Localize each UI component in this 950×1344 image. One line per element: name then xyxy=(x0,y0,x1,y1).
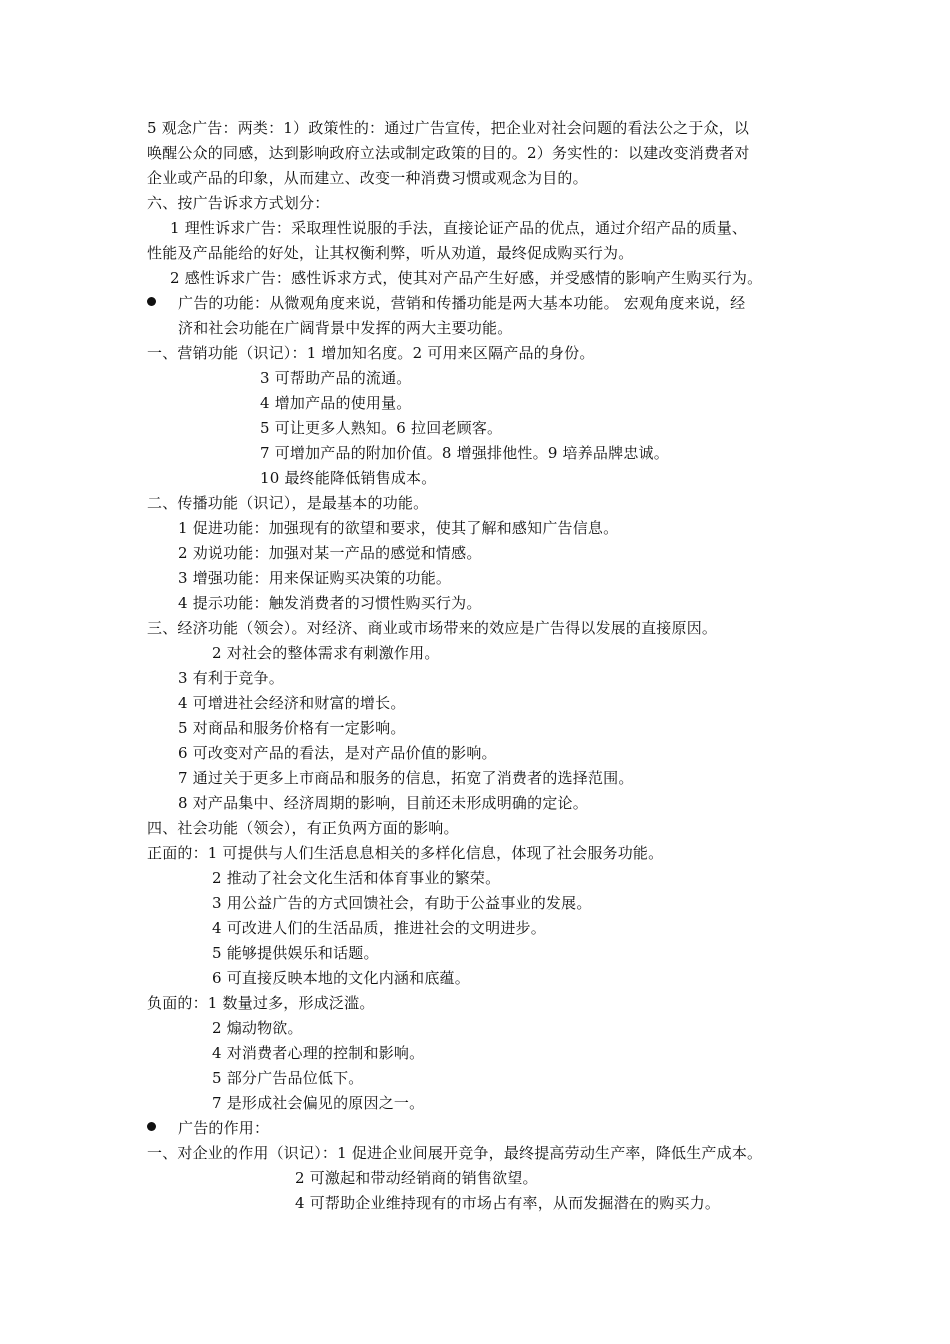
list-item: 4 增加产品的使用量。 xyxy=(260,394,412,412)
list-item: 5 对商品和服务价格有一定影响。 xyxy=(178,719,406,737)
list-item: 1 促进功能：加强现有的欲望和要求，使其了解和感知广告信息。 xyxy=(178,519,619,537)
list-item: 2 煽动物欲。 xyxy=(212,1019,303,1037)
list-item: 7 是形成社会偏见的原因之一。 xyxy=(212,1094,425,1112)
section-heading: 六、按广告诉求方式划分： xyxy=(147,194,330,212)
text-line: 企业或产品的印象，从而建立、改变一种消费习惯或观念为目的。 xyxy=(147,169,588,187)
section-heading: 一、营销功能（识记）：1 增加知名度。2 可用来区隔产品的身份。 xyxy=(147,344,595,362)
list-item: 7 通过关于更多上市商品和服务的信息，拓宽了消费者的选择范围。 xyxy=(178,769,634,787)
list-item: 负面的：1 数量过多，形成泛滥。 xyxy=(147,994,375,1012)
list-item: 5 部分广告品位低下。 xyxy=(212,1069,364,1087)
section-heading: 四、社会功能（领会），有正负两方面的影响。 xyxy=(147,819,459,837)
section-heading: 三、经济功能（领会）。对经济、商业或市场带来的效应是广告得以发展的直接原因。 xyxy=(147,619,718,637)
list-item: 4 可改进人们的生活品质，推进社会的文明进步。 xyxy=(212,919,546,937)
list-item: 2 对社会的整体需求有刺激作用。 xyxy=(212,644,440,662)
text-line: 性能及产品能给的好处，让其权衡利弊，听从劝道，最终促成购买行为。 xyxy=(147,244,634,262)
list-item: 正面的：1 可提供与人们生活息息相关的多样化信息，体现了社会服务功能。 xyxy=(147,844,664,862)
bullet-icon xyxy=(147,297,156,306)
text-line: 1 理性诉求广告：采取理性说服的手法，直接论证产品的优点，通过介绍产品的质量、 xyxy=(170,219,748,237)
list-item: 6 可直接反映本地的文化内涵和底蕴。 xyxy=(212,969,470,987)
text-line: 济和社会功能在广阔背景中发挥的两大主要功能。 xyxy=(178,319,513,337)
text-line: 广告的功能：从微观角度来说，营销和传播功能是两大基本功能。 宏观角度来说，经 xyxy=(178,294,746,312)
list-item: 2 推动了社会文化生活和体育事业的繁荣。 xyxy=(212,869,501,887)
list-item: 8 对产品集中、经济周期的影响，目前还未形成明确的定论。 xyxy=(178,794,588,812)
list-item: 3 用公益广告的方式回馈社会，有助于公益事业的发展。 xyxy=(212,894,592,912)
list-item: 5 可让更多人熟知。6 拉回老顾客。 xyxy=(260,419,503,437)
text-line: 2 感性诉求广告：感性诉求方式，使其对产品产生好感，并受感情的影响产生购买行为。 xyxy=(170,269,763,287)
list-item: 4 提示功能：触发消费者的习惯性购买行为。 xyxy=(178,594,482,612)
list-item: 2 可激起和带动经销商的销售欲望。 xyxy=(295,1169,538,1187)
list-item: 3 可帮助产品的流通。 xyxy=(260,369,412,387)
list-item: 7 可增加产品的附加价值。8 增强排他性。9 培养品牌忠诚。 xyxy=(260,444,669,462)
list-item: 3 增强功能：用来保证购买决策的功能。 xyxy=(178,569,452,587)
section-heading: 一、对企业的作用（识记）：1 促进企业间展开竞争，最终提高劳动生产率，降低生产成本。 xyxy=(147,1144,763,1162)
list-item: 4 可帮助企业维持现有的市场占有率，从而发掘潜在的购买力。 xyxy=(295,1194,721,1212)
list-item: 4 对消费者心理的控制和影响。 xyxy=(212,1044,425,1062)
list-item: 2 劝说功能：加强对某一产品的感觉和情感。 xyxy=(178,544,482,562)
text-line: 5 观念广告：两类：1）政策性的：通过广告宣传，把企业对社会问题的看法公之于众，以 xyxy=(147,119,750,137)
section-heading: 广告的作用： xyxy=(178,1119,270,1137)
list-item: 5 能够提供娱乐和话题。 xyxy=(212,944,379,962)
section-heading: 二、传播功能（识记），是最基本的功能。 xyxy=(147,494,429,512)
bullet-icon xyxy=(147,1122,156,1131)
list-item: 4 可增进社会经济和财富的增长。 xyxy=(178,694,406,712)
list-item: 6 可改变对产品的看法，是对产品价值的影响。 xyxy=(178,744,497,762)
list-item: 10 最终能降低销售成本。 xyxy=(260,469,437,487)
text-line: 唤醒公众的同感，达到影响政府立法或制定政策的目的。2）务实性的：以建改变消费者对 xyxy=(147,144,750,162)
list-item: 3 有利于竞争。 xyxy=(178,669,284,687)
